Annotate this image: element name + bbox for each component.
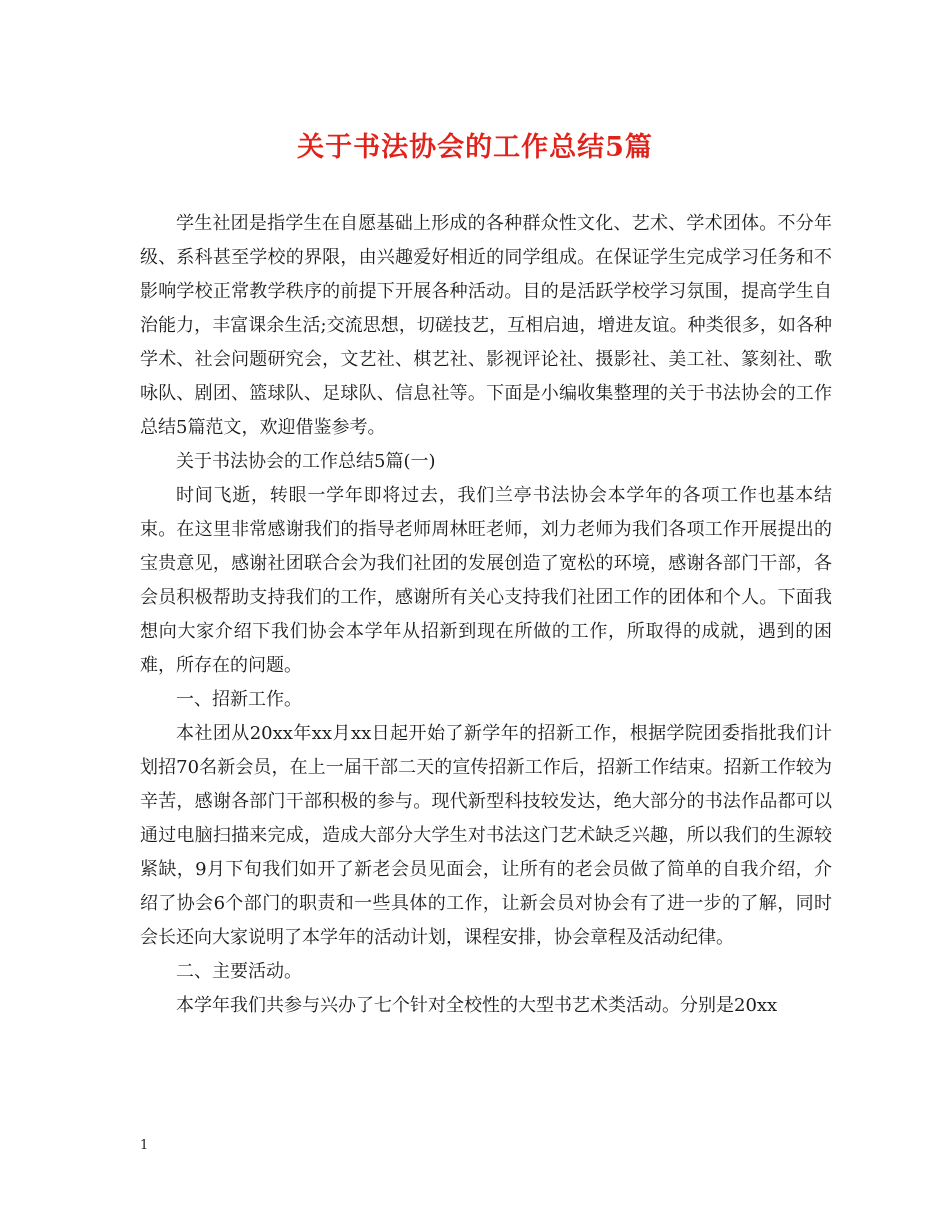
document-body (140, 207, 832, 1023)
page-number: 1 (140, 1138, 149, 1153)
recruitment-paragraph: 本社团从20xx年xx月xx日起开始了新学年的招新工作，根据学院团委指批我们计划招70名新会员，在上一届干部二天的宣传招新工作后，招新工作结束。招新工作较为辛苦，感谢各部门干部积极的参与。现代新型科技较发达，绝大部分的书法作品都可以通过电脑扫描来完成，造成大部分大学生对书法这门艺术缺乏兴趣，所以我们的生源较紧缺，9月下旬我们如开了新老会员见面会，让所有的老会员做了简单的自我介绍，介绍了协会6个部门的职责和一些具体的工作，让新会员对协会有了进一步的了解，同时会长还向大家说明了本学年的活动计划，课程安排，协会章程及活动纪律。 (140, 723, 832, 948)
opening-paragraph: 时间飞逝，转眼一学年即将过去，我们兰亭书法协会本学年的各项工作也基本结束。在这里非常感谢我们的指导老师周林旺老师，刘力老师为我们各项工作开展提出的宝贵意见，感谢社团联合会为我们社团的发展创造了宽松的环境，感谢各部门干部，各会员积极帮助支持我们的工作，感谢所有关心支持我们社团工作的团体和个人。下面我想向大家介绍下我们协会本学年从招新到现在所做的工作，所取得的成就，遇到的困难，所存在的问题。 (140, 485, 832, 676)
page-title: 关于书法协会的工作总结5篇 (297, 132, 653, 163)
section-heading-part-one: 关于书法协会的工作总结5篇(一) (176, 451, 436, 472)
section-heading-recruitment: 一、招新工作。 (176, 689, 302, 710)
section-heading-activities: 二、主要活动。 (176, 961, 302, 982)
activities-paragraph: 本学年我们共参与兴办了七个针对全校性的大型书艺术类活动。分别是20xx (176, 995, 778, 1016)
intro-paragraph: 学生社团是指学生在自愿基础上形成的各种群众性文化、艺术、学术团体。不分年级、系科甚至学校的界限，由兴趣爱好相近的同学组成。在保证学生完成学习任务和不影响学校正常教学秩序的前提下开展各种活动。目的是活跃学校学习氛围，提高学生自治能力，丰富课余生活;交流思想，切磋技艺，互相启迪，增进友谊。种类很多，如各种学术、社会问题研究会，文艺社、棋艺社、影视评论社、摄影社、美工社、篆刻社、歌咏队、剧团、篮球队、足球队、信息社等。下面是小编收集整理的关于书法协会的工作总结5篇范文，欢迎借鉴参考。 (140, 213, 832, 438)
